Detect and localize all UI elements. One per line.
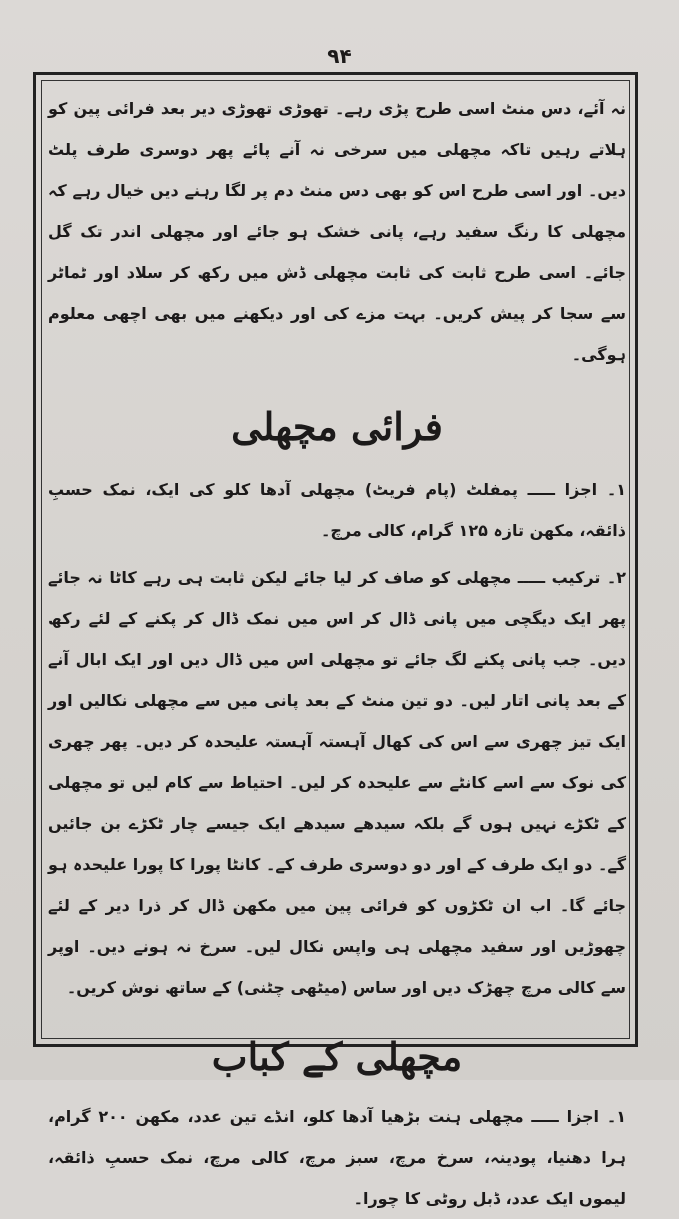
fried-fish-method: ۲۔ ترکیب ـــــ مچھلی کو صاف کر لیا جائے لیکن ثابت ہی رہے کاٹا نہ جائے پھر ایک دیگچی میں پانی ڈال کر اس میں نمک ڈال کر پکنے کے لئے رکھ دیں۔ جب پانی پکنے لگ جائے تو مچھلی اس میں ڈال دیں اور ایک ابال آنے کے بعد پانی اتار لیں۔ دو تین منٹ کے بعد پانی میں سے مچھلی نکالیں اور ایک تیز چھری سے اس کی کھال آہستہ آہستہ علیحدہ کر دیں۔ پھر چھری کی نوک سے اسے کانٹے سے علیحدہ کر لیں۔ احتیاط سے کام لیں تو مچھلی کے ٹکڑے نہیں ہوں گے بلکہ سیدھے سیدھے ایک جیسے چار ٹکڑے بن جائیں گے۔ دو ایک طرف کے اور دو دوسری طرف کے۔ کانٹا پورا کا پورا علیحدہ ہو جائے گا۔ اب ان ٹکڑوں کو فرائی پین میں مکھن ڈال کر ذرا دیر کے لئے چھوڑیں اور سفید مچھلی ہی واپس نکال لیں۔ سرخ نہ ہونے دیں۔ اوپر سے کالی مرچ چھڑک دیں اور ساس (میٹھی چٹنی) کے ساتھ نوش کریں۔	[48, 568, 626, 997]
continued-paragraph: نہ آئے، دس منٹ اسی طرح پڑی رہے۔ تھوڑی تھوڑی دیر بعد فرائی پین کو ہلاتے رہیں تاکہ مچھلی میں سرخی نہ آنے پائے پھر دوسری طرف پلٹ دیں۔ اور اسی طرح اس کو بھی دس منٹ دم پر لگا رہنے دیں خیال رہے کہ مچھلی کا رنگ سفید رہے، پانی خشک ہو جائے اور مچھلی اندر تک گل جائے۔ اسی طرح ثابت کی ثابت مچھلی ڈش میں رکھ کر سلاد اور ٹماٹر سے سجا کر پیش کریں۔ بہت مزے کی اور دیکھنے میں بھی اچھی معلوم ہوگی۔	[48, 99, 626, 364]
section-title-fish-kebab: مچھلی کے کباب	[211, 1034, 463, 1079]
fish-kebab-ingredients: ۱۔ اجزا ـــــ مچھلی ہنت بڑھیا آدھا کلو، انڈے تین عدد، مکھن ۲۰۰ گرام، ہرا دھنیا، پودینہ، سرخ مرچ، سبز مرچ، کالی مرچ، نمک حسبِ ذائقہ، لیموں ایک عدد، ڈبل روٹی کا چورا۔	[48, 1107, 627, 1208]
page-number: ۹۴	[327, 44, 352, 68]
section-title-fried-fish: فرائی مچھلی	[231, 404, 443, 449]
page-content	[48, 88, 627, 1208]
fried-fish-ingredients: ۱۔ اجزا ـــــ پمفلٹ (پام فریٹ) مچھلی آدھا کلو کی ایک، نمک حسبِ ذائقہ، مکھن تازہ ۱۲۵ گرام، کالی مرچ۔	[48, 480, 626, 540]
